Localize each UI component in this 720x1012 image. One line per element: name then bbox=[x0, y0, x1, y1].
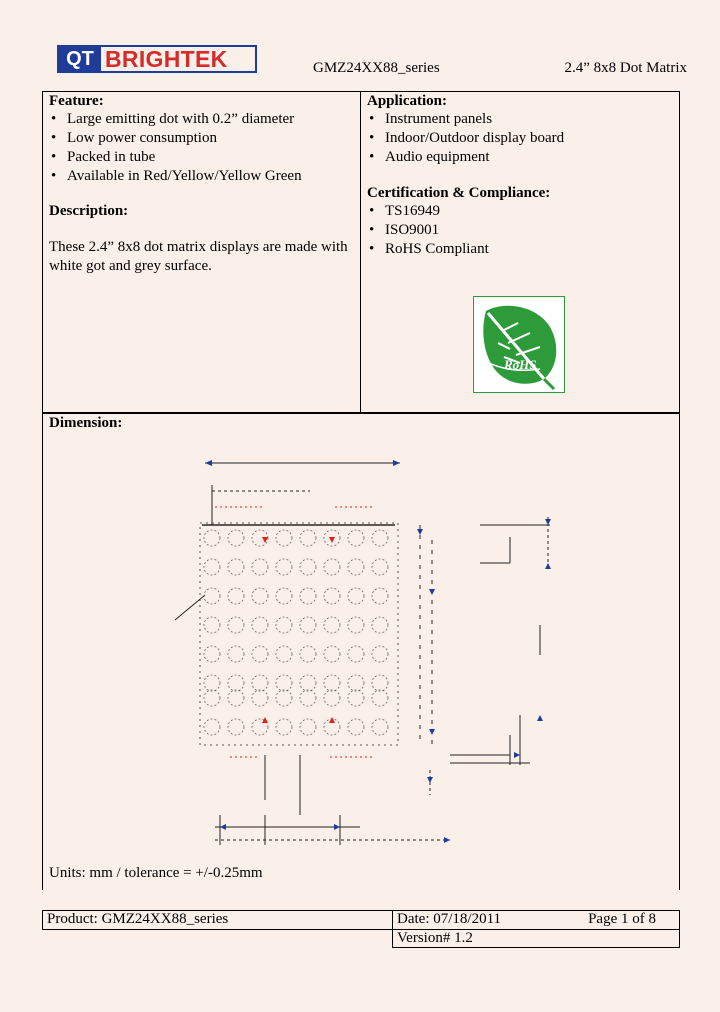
footer-page: Page 1 of 8 bbox=[588, 911, 656, 927]
description-title: Description: bbox=[49, 203, 129, 219]
list-item: • Indoor/Outdoor display board bbox=[367, 129, 672, 148]
footer-right-border bbox=[679, 910, 680, 948]
feature-list bbox=[49, 110, 354, 186]
header-series: GMZ24XX88_series bbox=[313, 60, 440, 76]
footer-version: Version# 1.2 bbox=[397, 930, 473, 946]
list-item: • RoHS Compliant bbox=[367, 240, 672, 259]
certification-section bbox=[367, 185, 672, 259]
list-item: • Available in Red/Yellow/Yellow Green bbox=[49, 167, 354, 186]
list-item: • ISO9001 bbox=[367, 221, 672, 240]
dimension-left-border bbox=[42, 413, 43, 890]
feature-section bbox=[49, 93, 354, 186]
footer-bottom-border bbox=[392, 947, 680, 948]
list-item: • Instrument panels bbox=[367, 110, 672, 129]
list-item: • Audio equipment bbox=[367, 148, 672, 167]
logo-qt: QT bbox=[59, 47, 101, 71]
rohs-leaf-icon bbox=[474, 297, 564, 392]
header-product-type: 2.4” 8x8 Dot Matrix bbox=[564, 60, 687, 76]
dimension-right-border bbox=[679, 413, 680, 890]
panel-divider bbox=[360, 91, 361, 413]
logo-brand: BRIGHTEK bbox=[105, 45, 228, 72]
description-text: These 2.4” 8x8 dot matrix displays are made with white got and grey surface. bbox=[49, 239, 348, 274]
company-logo bbox=[57, 45, 257, 73]
application-section bbox=[367, 93, 672, 167]
certification-list bbox=[367, 202, 672, 259]
dimension-title: Dimension: bbox=[49, 415, 123, 431]
application-title: Application: bbox=[367, 93, 448, 109]
footer-mid-border bbox=[42, 929, 680, 930]
footer-left-border bbox=[42, 910, 43, 930]
list-item: • Low power consumption bbox=[49, 129, 354, 148]
list-item: • Large emitting dot with 0.2” diameter bbox=[49, 110, 354, 129]
application-list bbox=[367, 110, 672, 167]
rohs-badge bbox=[473, 296, 565, 393]
rohs-label: RoHS bbox=[504, 357, 537, 372]
list-item: • Packed in tube bbox=[49, 148, 354, 167]
footer-product: Product: GMZ24XX88_series bbox=[47, 911, 229, 927]
list-item: • TS16949 bbox=[367, 202, 672, 221]
footer-date: Date: 07/18/2011 bbox=[397, 911, 502, 927]
certification-title: Certification & Compliance: bbox=[367, 185, 551, 201]
units-note: Units: mm / tolerance = +/-0.25mm bbox=[49, 865, 263, 881]
dimension-drawing bbox=[150, 445, 570, 855]
dimension-top-border bbox=[42, 413, 680, 414]
feature-title: Feature: bbox=[49, 93, 104, 109]
footer-divider bbox=[392, 910, 393, 948]
